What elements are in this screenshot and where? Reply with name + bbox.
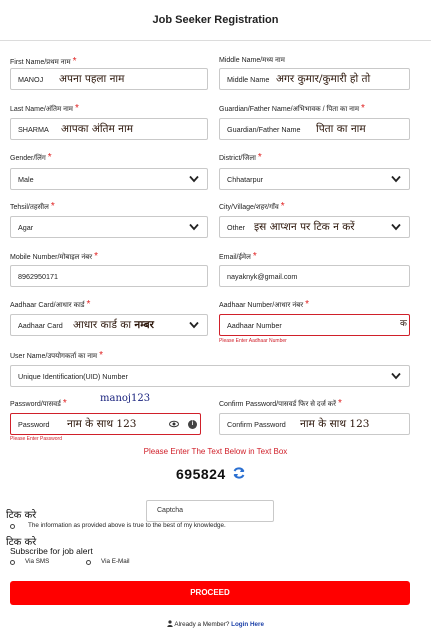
last-name-annotation: आपका अंतिम नाम [61, 123, 133, 135]
job-alert-heading: Subscribe for job alert [10, 546, 93, 556]
chevron-down-icon [391, 223, 401, 231]
district-select[interactable]: Chhatarpur [219, 168, 410, 190]
first-name-input[interactable]: MANOJ अपना पहला नाम [10, 68, 208, 90]
district-label: District/जिला * [219, 152, 262, 163]
proceed-button[interactable]: PROCEED [10, 581, 410, 605]
email-alert-label: Via E-Mail [101, 558, 130, 565]
refresh-icon[interactable] [232, 466, 246, 480]
chevron-down-icon [189, 175, 199, 183]
chevron-down-icon [189, 321, 199, 329]
tehsil-label: Tehsil/तहसील * [10, 201, 55, 212]
chevron-down-icon [189, 223, 199, 231]
gender-label: Gender/लिंग * [10, 152, 52, 163]
mobile-input[interactable]: 8962950171 [10, 265, 208, 287]
aadhaar-card-annotation: आधार कार्ड का नम्बर [73, 319, 154, 331]
login-prompt: Already a Member? Login Here [0, 620, 431, 628]
page-title: Job Seeker Registration [152, 14, 279, 26]
sms-alert-checkbox[interactable] [10, 560, 15, 565]
password-input[interactable]: Password नाम के साथ 123 i [10, 413, 201, 435]
info-icon[interactable]: i [188, 420, 197, 429]
email-input[interactable]: nayaknyk@gmail.com [219, 265, 410, 287]
password-hint: manoj123 [100, 393, 151, 404]
last-name-label: Last Name/अंतिम नाम * [10, 103, 79, 114]
user-icon [167, 620, 173, 627]
captcha-input[interactable]: Captcha [146, 500, 274, 522]
mobile-label: Mobile Number/मोबाइल नंबर * [10, 251, 98, 262]
chevron-down-icon [391, 372, 401, 380]
user-name-label: User Name/उपयोगकर्ता का नाम * [10, 350, 104, 361]
password-error: Please Enter Password [10, 436, 62, 442]
declaration-annotation: टिक करे [6, 510, 37, 521]
guardian-name-input[interactable]: Guardian/Father Name पिता का नाम [219, 118, 410, 140]
aadhaar-number-annotation: क [400, 319, 407, 329]
confirm-password-annotation: नाम के साथ 123 [300, 418, 370, 430]
aadhaar-number-error: Please Enter Aadhaar Number [219, 338, 287, 344]
middle-name-annotation: अगर कुमार/कुमारी हो तो [276, 73, 371, 85]
first-name-annotation: अपना पहला नाम [59, 73, 125, 85]
guardian-name-label: Guardian/Father Name/अभिभावक / पिता का नाम * [219, 103, 365, 114]
login-link[interactable]: Login Here [231, 621, 264, 628]
city-annotation: इस आप्शन पर टिक न करें [254, 221, 355, 233]
aadhaar-number-label: Aadhaar Number/आधार नंबर * [219, 299, 309, 310]
title-divider [0, 40, 431, 41]
declaration-checkbox[interactable] [10, 524, 15, 529]
last-name-input[interactable]: SHARMA आपका अंतिम नाम [10, 118, 208, 140]
chevron-down-icon [391, 175, 401, 183]
aadhaar-number-input[interactable]: Aadhaar Number क [219, 314, 410, 336]
password-label: Password/पासवर्ड * [10, 398, 67, 409]
gender-select[interactable]: Male [10, 168, 208, 190]
middle-name-input[interactable]: Middle Name अगर कुमार/कुमारी हो तो [219, 68, 410, 90]
confirm-password-input[interactable]: Confirm Password नाम के साथ 123 [219, 413, 410, 435]
city-select[interactable]: Other इस आप्शन पर टिक न करें [219, 216, 410, 238]
captcha-prompt: Please Enter The Text Below in Text Box [143, 447, 288, 456]
eye-icon[interactable] [169, 419, 179, 429]
confirm-password-label: Confirm Password/पासवर्ड फिर से दर्ज करें * [219, 398, 342, 409]
captcha-code: 695824 [176, 466, 226, 482]
declaration-text: The information as provided above is true to the best of my knowledge. [28, 522, 226, 529]
aadhaar-card-select[interactable]: Aadhaar Card आधार कार्ड का नम्बर [10, 314, 208, 336]
alerts-annotation: टिक करे [6, 537, 37, 548]
first-name-label: First Name/प्रथम नाम * [10, 56, 77, 67]
middle-name-label: Middle Name/मध्य नाम [219, 57, 285, 64]
city-label: City/Village/शहर/गाँव * [219, 201, 285, 212]
aadhaar-card-label: Aadhaar Card/आधार कार्ड * [10, 299, 91, 310]
user-name-select[interactable]: Unique Identification(UID) Number [10, 365, 410, 387]
email-alert-checkbox[interactable] [86, 560, 91, 565]
guardian-name-annotation: पिता का नाम [316, 123, 366, 135]
email-label: Email/ईमेल * [219, 251, 257, 262]
sms-alert-label: Via SMS [25, 558, 50, 565]
tehsil-select[interactable]: Agar [10, 216, 208, 238]
password-annotation: नाम के साथ 123 [67, 418, 137, 430]
